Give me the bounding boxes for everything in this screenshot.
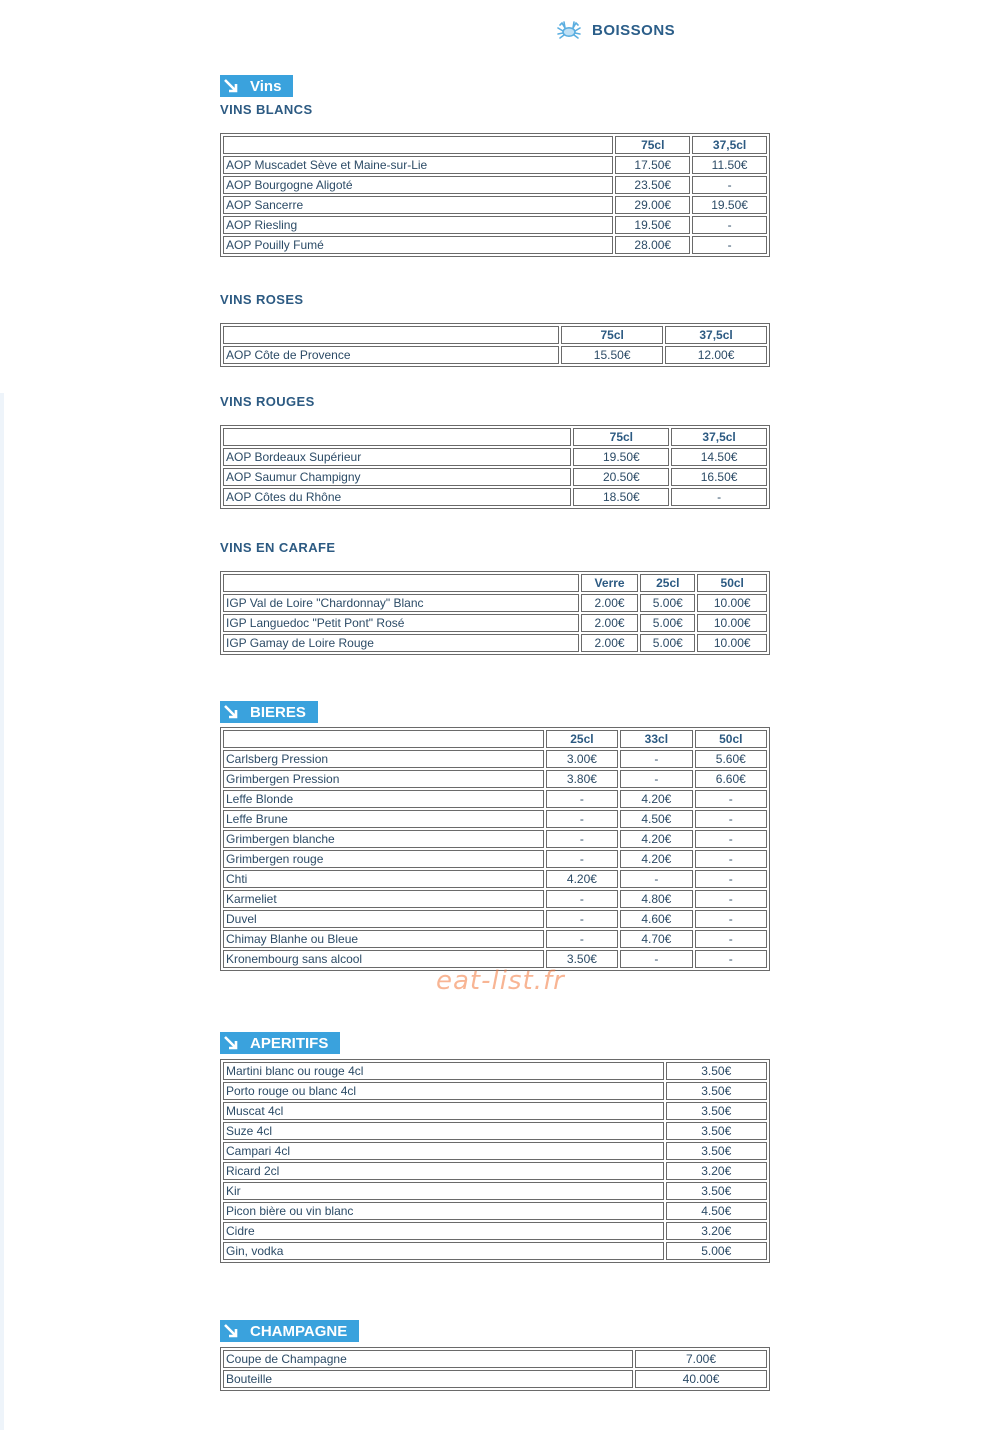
- table-header-row: [223, 428, 767, 446]
- item-price: -: [546, 890, 618, 908]
- item-price: 11.50€: [692, 156, 767, 174]
- table-row: [223, 216, 767, 234]
- subheading-vins-carafe: VINS EN CARAFE: [220, 540, 336, 555]
- header-cell: 50cl: [697, 574, 767, 592]
- item-price: 12.00€: [665, 346, 767, 364]
- item-name: AOP Sancerre: [223, 196, 613, 214]
- item-name: AOP Muscadet Sève et Maine-sur-Lie: [223, 156, 613, 174]
- item-price: 3.20€: [666, 1222, 768, 1240]
- item-price: -: [546, 930, 618, 948]
- header-cell: Verre: [581, 574, 638, 592]
- item-price: 15.50€: [561, 346, 663, 364]
- item-price: 4.50€: [620, 810, 692, 828]
- watermark-text: eat-list.fr: [436, 966, 565, 996]
- item-name: Kir: [223, 1182, 664, 1200]
- item-price: 17.50€: [615, 156, 690, 174]
- table-row: [223, 1370, 767, 1388]
- item-price: 2.00€: [581, 614, 638, 632]
- section-label-text: APERITIFS: [250, 1034, 329, 1052]
- table-row: [223, 488, 767, 506]
- item-price: -: [695, 930, 767, 948]
- item-name: Campari 4cl: [223, 1142, 664, 1160]
- item-price: 3.50€: [666, 1082, 768, 1100]
- item-price: -: [695, 870, 767, 888]
- item-price: 4.20€: [620, 850, 692, 868]
- item-name: AOP Bordeaux Supérieur: [223, 448, 571, 466]
- table-row: [223, 1202, 767, 1220]
- item-name: AOP Pouilly Fumé: [223, 236, 613, 254]
- item-price: 5.60€: [695, 750, 767, 768]
- item-price: -: [546, 790, 618, 808]
- page-title-text: BOISSONS: [592, 21, 676, 39]
- table-row: [223, 156, 767, 174]
- item-price: 10.00€: [697, 594, 767, 612]
- item-name: Grimbergen Pression: [223, 770, 544, 788]
- section-label-text: Vins: [250, 77, 282, 95]
- table-header-row: [223, 574, 767, 592]
- table-row: [223, 1350, 767, 1368]
- item-price: 3.50€: [546, 950, 618, 968]
- item-price: -: [620, 750, 692, 768]
- item-name: AOP Riesling: [223, 216, 613, 234]
- table-header-row: [223, 136, 767, 154]
- item-name: Picon bière ou vin blanc: [223, 1202, 664, 1220]
- item-name: IGP Val de Loire "Chardonnay" Blanc: [223, 594, 579, 612]
- table-aperitifs: [220, 1059, 770, 1263]
- section-label-text: CHAMPAGNE: [250, 1322, 348, 1340]
- table-row: [223, 634, 767, 652]
- table-row: [223, 910, 767, 928]
- item-price: 3.50€: [666, 1102, 768, 1120]
- subheading-vins-roses: VINS ROSES: [220, 292, 304, 307]
- item-price: -: [695, 810, 767, 828]
- item-price: 20.50€: [573, 468, 669, 486]
- item-name: Leffe Blonde: [223, 790, 544, 808]
- item-price: -: [620, 870, 692, 888]
- page-title: [556, 18, 675, 42]
- item-name: IGP Languedoc "Petit Pont" Rosé: [223, 614, 579, 632]
- table-vins-carafe: [220, 571, 770, 655]
- arrow-down-right-icon: [220, 701, 242, 723]
- item-price: 3.50€: [666, 1182, 768, 1200]
- item-name: Gin, vodka: [223, 1242, 664, 1260]
- table-row: [223, 1062, 767, 1080]
- table-row: [223, 1102, 767, 1120]
- table-row: [223, 594, 767, 612]
- item-price: 23.50€: [615, 176, 690, 194]
- item-price: -: [546, 830, 618, 848]
- item-price: 4.20€: [620, 830, 692, 848]
- header-cell: 33cl: [620, 730, 692, 748]
- subheading-vins-rouges: VINS ROUGES: [220, 394, 315, 409]
- crab-icon: [556, 19, 582, 41]
- table-header-row: [223, 730, 767, 748]
- item-name: Muscat 4cl: [223, 1102, 664, 1120]
- header-cell: 37,5cl: [665, 326, 767, 344]
- table-row: [223, 1162, 767, 1180]
- item-price: 40.00€: [635, 1370, 767, 1388]
- header-cell: 75cl: [561, 326, 663, 344]
- item-name: AOP Côte de Provence: [223, 346, 559, 364]
- item-price: 3.20€: [666, 1162, 768, 1180]
- item-price: -: [692, 176, 767, 194]
- header-cell: 75cl: [615, 136, 690, 154]
- header-cell-blank: [223, 730, 544, 748]
- item-price: 3.50€: [666, 1122, 768, 1140]
- item-price: 5.00€: [640, 614, 695, 632]
- table-row: [223, 770, 767, 788]
- item-price: 4.80€: [620, 890, 692, 908]
- item-price: -: [671, 488, 767, 506]
- item-price: -: [620, 950, 692, 968]
- table-row: [223, 1222, 767, 1240]
- header-cell-blank: [223, 574, 579, 592]
- item-name: Suze 4cl: [223, 1122, 664, 1140]
- table-row: [223, 790, 767, 808]
- item-price: 5.00€: [640, 634, 695, 652]
- table-row: [223, 448, 767, 466]
- item-name: Grimbergen blanche: [223, 830, 544, 848]
- table-bieres: [220, 727, 770, 971]
- table-vins-rouges: [220, 425, 770, 509]
- item-price: 2.00€: [581, 594, 638, 612]
- item-name: Bouteille: [223, 1370, 633, 1388]
- item-price: 3.00€: [546, 750, 618, 768]
- item-price: 4.50€: [666, 1202, 768, 1220]
- item-name: Grimbergen rouge: [223, 850, 544, 868]
- section-label-champagne: [220, 1320, 359, 1342]
- table-row: [223, 1082, 767, 1100]
- item-price: -: [695, 950, 767, 968]
- item-price: 3.80€: [546, 770, 618, 788]
- item-price: 19.50€: [615, 216, 690, 234]
- table-row: [223, 346, 767, 364]
- table-row: [223, 196, 767, 214]
- table-row: [223, 1242, 767, 1260]
- item-price: 16.50€: [671, 468, 767, 486]
- header-cell: 25cl: [640, 574, 695, 592]
- item-name: AOP Saumur Champigny: [223, 468, 571, 486]
- item-price: -: [546, 850, 618, 868]
- item-price: 4.20€: [620, 790, 692, 808]
- item-price: 6.60€: [695, 770, 767, 788]
- table-row: [223, 930, 767, 948]
- item-price: 19.50€: [692, 196, 767, 214]
- item-price: 7.00€: [635, 1350, 767, 1368]
- table-row: [223, 468, 767, 486]
- item-name: Chimay Blanhe ou Bleue: [223, 930, 544, 948]
- item-price: -: [692, 236, 767, 254]
- item-price: -: [546, 810, 618, 828]
- section-label-aperitifs: [220, 1032, 340, 1054]
- arrow-down-right-icon: [220, 75, 242, 97]
- item-name: Karmeliet: [223, 890, 544, 908]
- table-vins-blancs: [220, 133, 770, 257]
- table-row: [223, 750, 767, 768]
- item-name: Ricard 2cl: [223, 1162, 664, 1180]
- header-cell: 75cl: [573, 428, 669, 446]
- item-price: -: [620, 770, 692, 788]
- table-row: [223, 1142, 767, 1160]
- header-cell-blank: [223, 136, 613, 154]
- header-cell: 37,5cl: [671, 428, 767, 446]
- item-price: 29.00€: [615, 196, 690, 214]
- item-price: 14.50€: [671, 448, 767, 466]
- table-row: [223, 870, 767, 888]
- item-price: -: [546, 910, 618, 928]
- section-label-bieres: [220, 701, 318, 723]
- item-price: -: [695, 850, 767, 868]
- item-name: AOP Bourgogne Aligoté: [223, 176, 613, 194]
- item-price: -: [695, 790, 767, 808]
- item-price: 3.50€: [666, 1062, 768, 1080]
- item-price: 4.20€: [546, 870, 618, 888]
- item-price: 4.60€: [620, 910, 692, 928]
- item-name: Leffe Brune: [223, 810, 544, 828]
- item-price: 10.00€: [697, 614, 767, 632]
- table-row: [223, 176, 767, 194]
- table-row: [223, 830, 767, 848]
- item-price: 2.00€: [581, 634, 638, 652]
- section-label-text: BIERES: [250, 703, 306, 721]
- left-edge-strip: [0, 393, 4, 1430]
- item-price: 10.00€: [697, 634, 767, 652]
- item-name: Kronembourg sans alcool: [223, 950, 544, 968]
- header-cell-blank: [223, 326, 559, 344]
- item-name: Carlsberg Pression: [223, 750, 544, 768]
- item-price: -: [692, 216, 767, 234]
- item-name: Porto rouge ou blanc 4cl: [223, 1082, 664, 1100]
- item-price: 3.50€: [666, 1142, 768, 1160]
- item-name: AOP Côtes du Rhône: [223, 488, 571, 506]
- table-vins-roses: [220, 323, 770, 367]
- section-label-vins: [220, 75, 293, 97]
- item-name: Cidre: [223, 1222, 664, 1240]
- item-price: 5.00€: [666, 1242, 768, 1260]
- item-price: 4.70€: [620, 930, 692, 948]
- item-price: -: [695, 830, 767, 848]
- item-name: Martini blanc ou rouge 4cl: [223, 1062, 664, 1080]
- table-row: [223, 236, 767, 254]
- table-row: [223, 1122, 767, 1140]
- header-cell: 50cl: [695, 730, 767, 748]
- table-header-row: [223, 326, 767, 344]
- item-name: IGP Gamay de Loire Rouge: [223, 634, 579, 652]
- item-price: -: [695, 910, 767, 928]
- item-price: 5.00€: [640, 594, 695, 612]
- table-row: [223, 850, 767, 868]
- table-row: [223, 890, 767, 908]
- table-champagne: [220, 1347, 770, 1391]
- arrow-down-right-icon: [220, 1032, 242, 1054]
- subheading-vins-blancs: VINS BLANCS: [220, 102, 313, 117]
- header-cell-blank: [223, 428, 571, 446]
- item-price: -: [695, 890, 767, 908]
- arrow-down-right-icon: [220, 1320, 242, 1342]
- item-price: 28.00€: [615, 236, 690, 254]
- table-row: [223, 614, 767, 632]
- table-row: [223, 810, 767, 828]
- item-name: Chti: [223, 870, 544, 888]
- item-name: Duvel: [223, 910, 544, 928]
- header-cell: 25cl: [546, 730, 618, 748]
- item-price: 19.50€: [573, 448, 669, 466]
- header-cell: 37,5cl: [692, 136, 767, 154]
- table-row: [223, 1182, 767, 1200]
- item-name: Coupe de Champagne: [223, 1350, 633, 1368]
- item-price: 18.50€: [573, 488, 669, 506]
